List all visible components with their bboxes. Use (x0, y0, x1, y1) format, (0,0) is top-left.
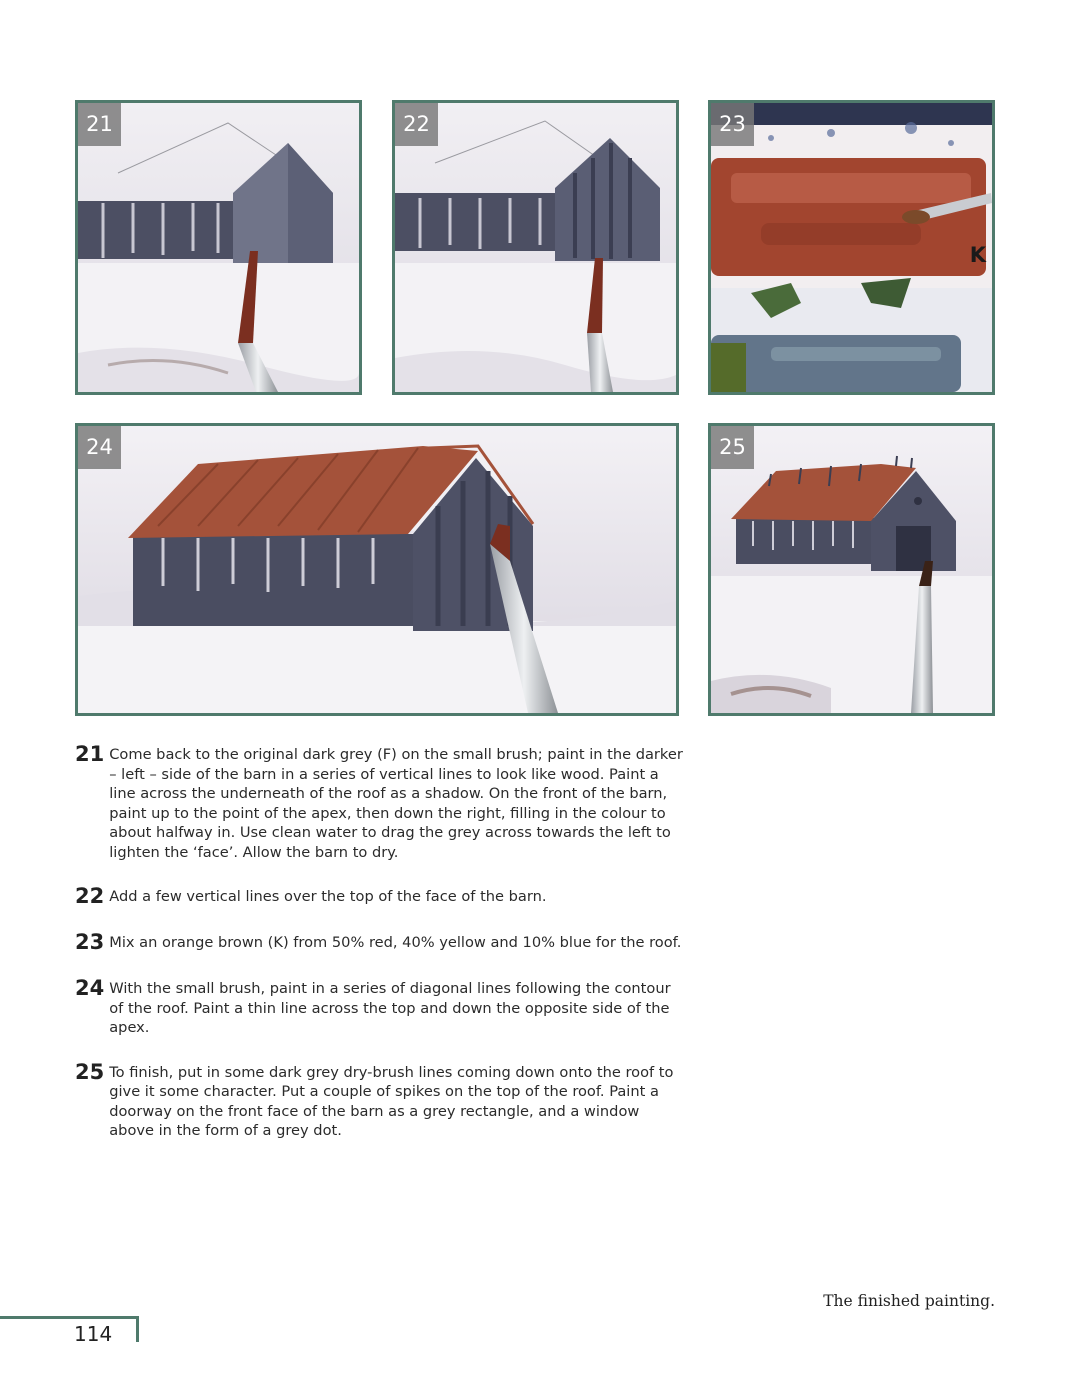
step-photo-21 (75, 100, 362, 395)
step-photo-23 (708, 100, 995, 395)
finished-painting-caption: The finished painting. (823, 1292, 995, 1310)
barn-sketch-illustration (395, 103, 676, 392)
step-text: Add a few vertical lines over the top of the face of the barn. (109, 888, 547, 905)
instruction-list (75, 742, 685, 1163)
step-badge: 24 (78, 426, 121, 469)
step-photo-22 (392, 100, 679, 395)
step-photo-24 (75, 423, 679, 716)
step-text: Mix an orange brown (K) from 50% red, 40% yellow and 10% blue for the roof. (109, 934, 682, 951)
instruction-step (75, 742, 685, 862)
barn-sketch-illustration (78, 103, 359, 392)
step-number: 25 (75, 1059, 105, 1084)
step-text: To finish, put in some dark grey dry-brush lines coming down onto the roof to give it some character. Put a couple of spikes on the top of the roof. Paint a doorway on the front face of the barn as a grey rectangle, and a window above in the form of a grey dot. (109, 1063, 674, 1139)
page-number: 114 (74, 1322, 113, 1346)
instruction-step (75, 976, 685, 1038)
instruction-step (75, 930, 685, 954)
step-badge: 23 (711, 103, 754, 146)
step-number: 24 (75, 976, 105, 1000)
instruction-step (75, 1060, 685, 1141)
folio-rule-tick (136, 1316, 139, 1342)
instruction-step (75, 884, 685, 908)
mix-label: K (969, 243, 986, 267)
step-badge: 22 (395, 103, 438, 146)
step-photo-25 (708, 423, 995, 716)
step-badge: 25 (711, 426, 754, 469)
step-text: With the small brush, paint in a series of diagonal lines following the contour of the roof. Paint a thin line across the top and down the opposite side of the apex. (109, 980, 671, 1036)
step-number: 21 (75, 742, 105, 766)
step-number: 22 (75, 884, 105, 908)
paint-palette-illustration (711, 103, 992, 392)
step-badge: 21 (78, 103, 121, 146)
step-number: 23 (75, 930, 105, 954)
finished-barn-illustration (711, 426, 992, 713)
step-text: Come back to the original dark grey (F) on the small brush; paint in the darker – left – side of the barn in a series of vertical lines to look like wood. Paint a line across the underneath of the roof as a shadow. On the front of the barn, paint up to the point of the apex, then down the right, filling in the colour to about halfway in. Use clean water to drag the grey across towards the left to lighten the ‘face’. Allow the barn to dry. (109, 746, 683, 861)
folio-rule (0, 1316, 139, 1319)
barn-roof-illustration (78, 426, 676, 713)
